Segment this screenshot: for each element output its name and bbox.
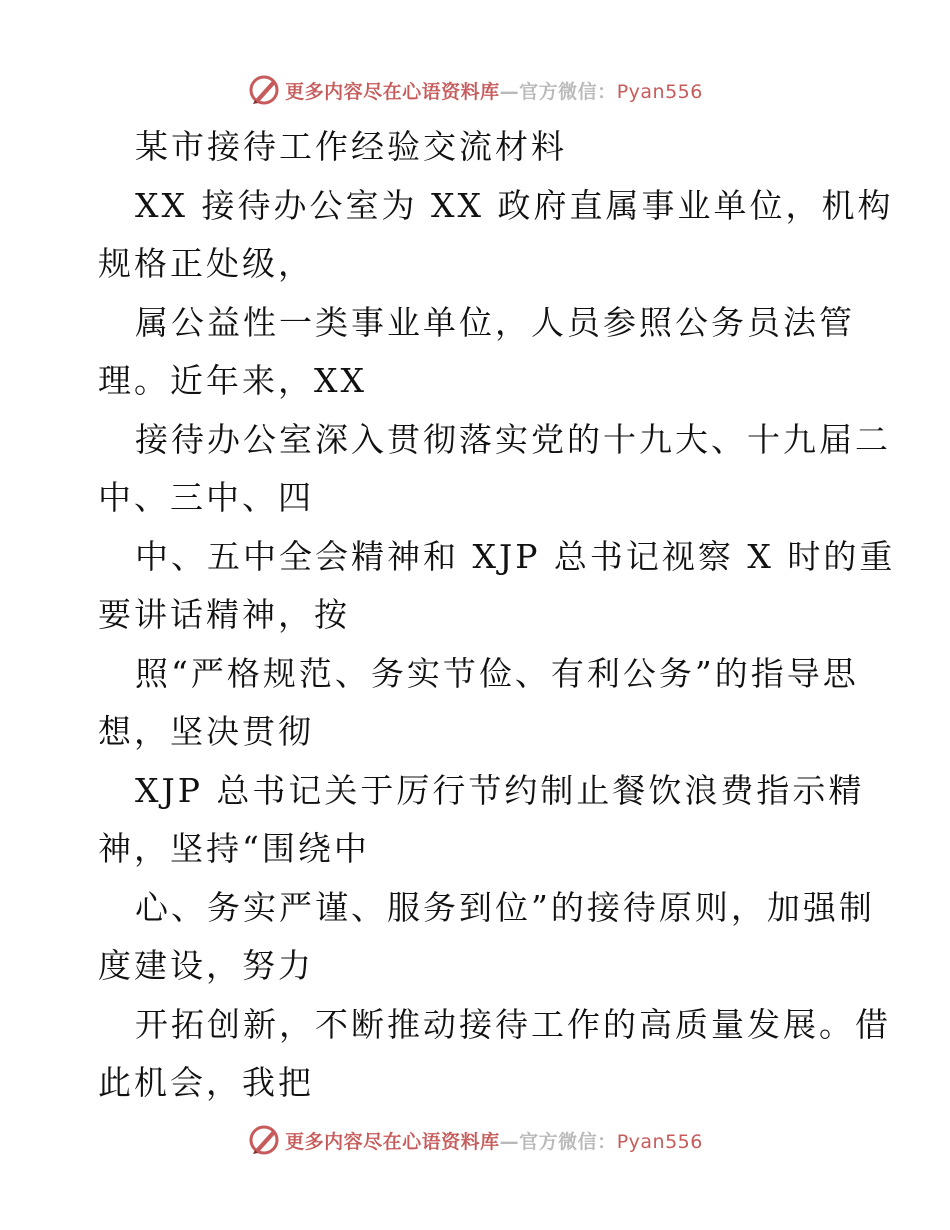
watermark-wechat-id: Pyan556 [616, 1130, 703, 1153]
document-line: 要讲话精神，按 [98, 595, 350, 634]
watermark-separator: — [499, 80, 520, 103]
document-line: 接待办公室深入贯彻落实党的十九大、十九届二 [135, 419, 891, 459]
watermark-text [285, 1127, 703, 1154]
pen-logo-icon [247, 73, 281, 107]
document-line: 属公益性一类事业单位，人员参照公务员法管 [135, 302, 855, 342]
document-line: 理。近年来，XX [98, 361, 367, 400]
pen-logo-icon [247, 1123, 281, 1157]
watermark-main-text: 更多内容尽在心语资料库 [285, 80, 500, 103]
document-body [98, 118, 896, 1113]
document-line: XX 接待办公室为 XX 政府直属事业单位，机构 [135, 185, 894, 225]
document-line: 神，坚持“围绕中 [98, 829, 370, 868]
document-line: 此机会，我把 [98, 1063, 314, 1102]
watermark-wechat-label: 官方微信： [519, 80, 617, 103]
document-line: 照“严格规范、务实节俭、有利公务”的指导思 [135, 653, 859, 693]
document-line: 度建设，努力 [98, 946, 314, 985]
document-line: 开拓创新，不断推动接待工作的高质量发展。借 [135, 1004, 891, 1044]
document-line: XJP 总书记关于厉行节约制止餐饮浪费指示精 [135, 770, 865, 810]
header-watermark [0, 70, 950, 110]
document-line: 中、三中、四 [98, 478, 314, 517]
watermark-separator: — [499, 1130, 520, 1153]
watermark-wechat-id: Pyan556 [616, 80, 703, 103]
watermark-wechat-label: 官方微信： [519, 1130, 617, 1153]
document-line: 中、五中全会精神和 XJP 总书记视察 X 时的重 [135, 536, 896, 576]
watermark-text [285, 77, 703, 104]
watermark-main-text: 更多内容尽在心语资料库 [285, 1130, 500, 1153]
footer-watermark [0, 1120, 950, 1160]
document-line: 想，坚决贯彻 [98, 712, 314, 751]
document-line: 规格正处级， [98, 244, 314, 283]
document-line: 心、务实严谨、服务到位”的接待原则，加强制 [135, 887, 875, 927]
document-line: 某市接待工作经验交流材料 [135, 127, 567, 166]
